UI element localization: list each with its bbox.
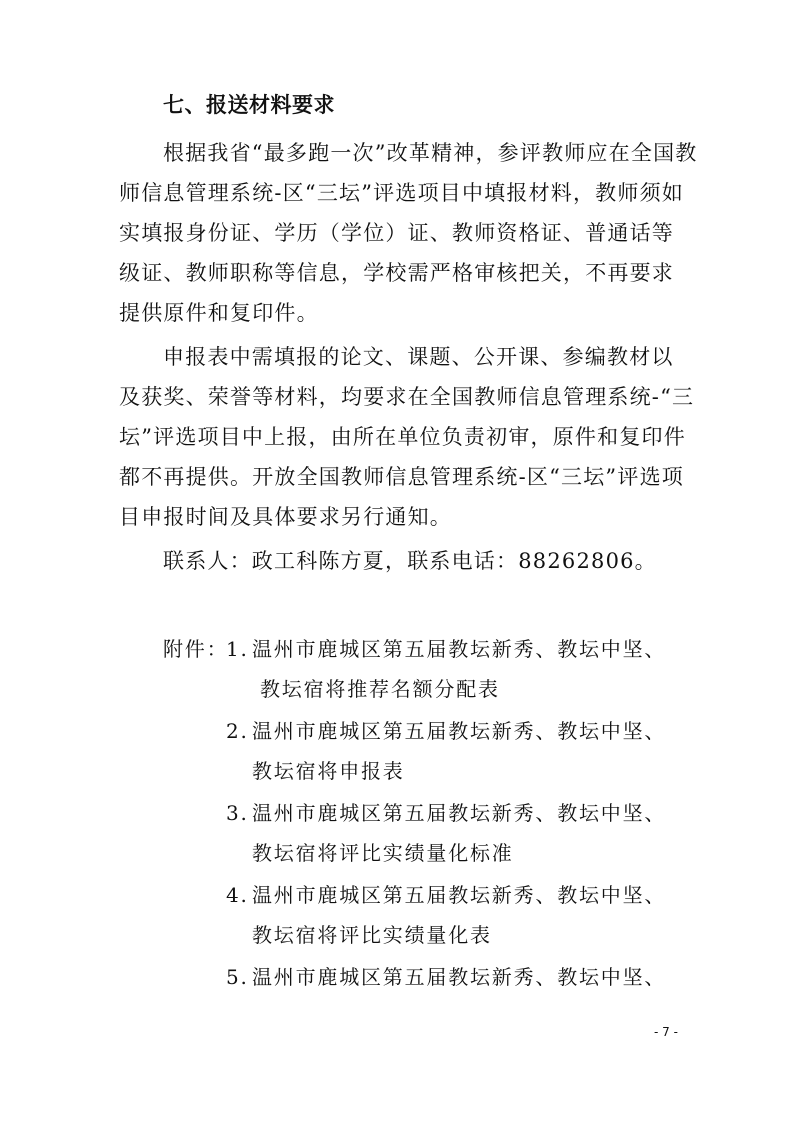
paragraph-1-line-1: 根据我省“最多跑一次”改革精神，参评教师应在全国教 bbox=[163, 141, 698, 165]
attachment-2-title-line-2: 教坛宿将申报表 bbox=[252, 759, 405, 783]
paragraph-2-line-1: 申报表中需填报的论文、课题、公开课、参编教材以 bbox=[163, 345, 674, 369]
page-number: - 7 - bbox=[654, 1025, 678, 1039]
paragraph-2-line-5: 目申报时间及具体要求另行通知。 bbox=[119, 505, 452, 529]
paragraph-2-line-2: 及获奖、荣誉等材料，均要求在全国教师信息管理系统-“三 bbox=[119, 385, 695, 409]
attachment-4-number: 4. bbox=[226, 883, 249, 907]
paragraph-1-line-3: 实填报身份证、学历（学位）证、教师资格证、普通话等 bbox=[119, 221, 674, 245]
attachment-2-number: 2. bbox=[226, 719, 249, 743]
attachment-5-title-line-1: 温州市鹿城区第五届教坛新秀、教坛中坚、 bbox=[252, 965, 667, 989]
attachment-3-number: 3. bbox=[226, 801, 249, 825]
attachment-1-number: 1. bbox=[226, 637, 249, 661]
contact-line: 联系人：政工科陈方夏，联系电话：88262806。 bbox=[163, 549, 657, 573]
paragraph-1-line-2: 师信息管理系统-区“三坛”评选项目中填报材料，教师须如 bbox=[119, 181, 684, 205]
attachment-4-title-line-1: 温州市鹿城区第五届教坛新秀、教坛中坚、 bbox=[252, 883, 667, 907]
attachment-2-title-line-1: 温州市鹿城区第五届教坛新秀、教坛中坚、 bbox=[252, 719, 667, 743]
attachment-4-title-line-2: 教坛宿将评比实绩量化表 bbox=[252, 923, 492, 947]
paragraph-1-line-5: 提供原件和复印件。 bbox=[119, 301, 319, 325]
attachment-5-number: 5. bbox=[226, 965, 249, 989]
paragraph-2-line-3: 坛”评选项目中上报，由所在单位负责初审，原件和复印件 bbox=[119, 425, 686, 449]
paragraph-1-line-4: 级证、教师职称等信息，学校需严格审核把关，不再要求 bbox=[119, 261, 674, 285]
attachments-label: 附件： bbox=[163, 637, 229, 661]
section-heading: 七、报送材料要求 bbox=[163, 93, 335, 117]
attachment-3-title-line-2: 教坛宿将评比实绩量化标准 bbox=[252, 841, 514, 865]
paragraph-2-line-4: 都不再提供。开放全国教师信息管理系统-区“三坛”评选项 bbox=[119, 465, 684, 489]
attachment-3-title-line-1: 温州市鹿城区第五届教坛新秀、教坛中坚、 bbox=[252, 801, 667, 825]
attachment-1-title-line-2: 教坛宿将推荐名额分配表 bbox=[260, 677, 500, 701]
attachment-1-title-line-1: 温州市鹿城区第五届教坛新秀、教坛中坚、 bbox=[252, 637, 667, 661]
